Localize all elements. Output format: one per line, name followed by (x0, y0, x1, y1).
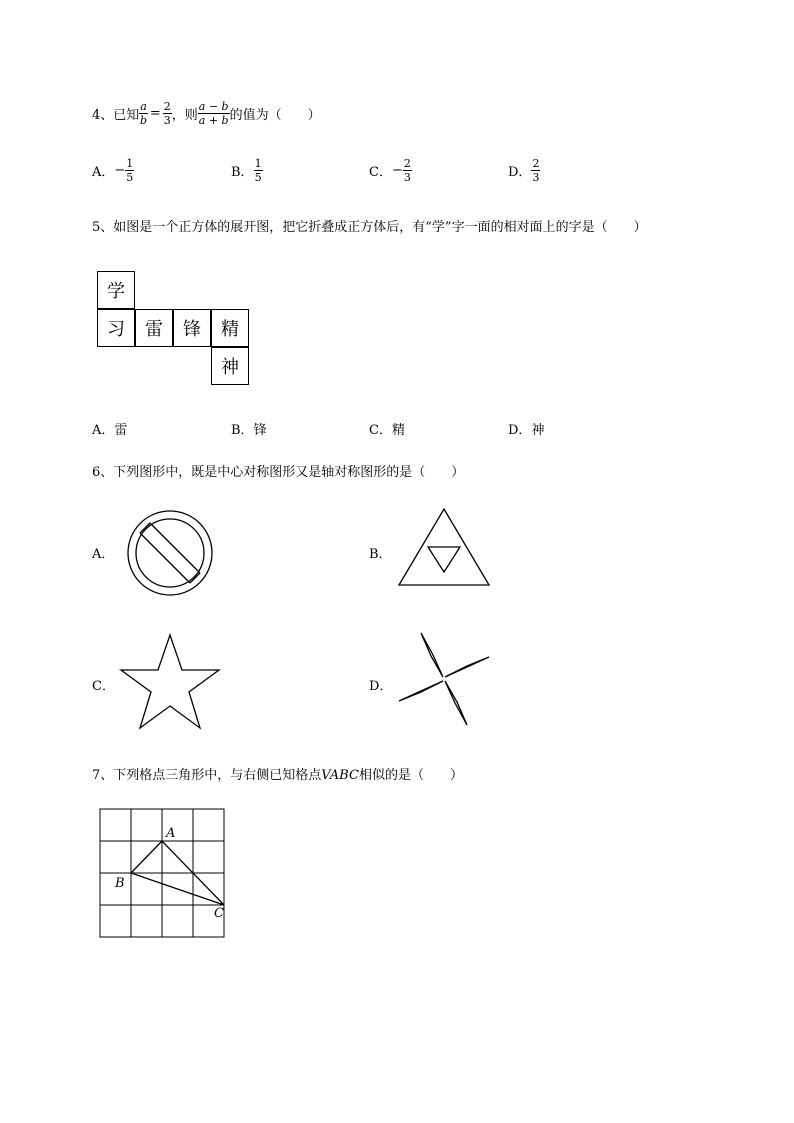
q4-suffix: 的值为（ ） (229, 108, 321, 123)
q4-option-a[interactable]: A．− $\frac{1}{5}$ (92, 157, 134, 184)
q4-stem (92, 101, 321, 126)
q4-option-b[interactable]: B． $\frac{1}{5}$ (231, 157, 262, 184)
star-figure[interactable] (120, 634, 220, 730)
q4-option-d[interactable]: D． $\frac{2}{3}$ (508, 157, 540, 184)
q6-option-d-label[interactable]: D． (369, 679, 393, 694)
point-label-c: C (214, 906, 224, 921)
q5-option-b[interactable]: B．锋 (231, 423, 267, 438)
q4-option-c[interactable]: C．− $\frac{2}{3}$ (369, 157, 411, 184)
q7-stem: 7、下列格点三角形中，与右侧已知格点VABC相似的是（ ） (92, 768, 463, 783)
q4-mid: ，则 (171, 108, 198, 123)
q4-equals: = (149, 106, 161, 121)
net-cell-row-3: 锋 (173, 309, 211, 347)
triangle-figure[interactable] (398, 508, 490, 586)
pinwheel-figure[interactable] (397, 632, 491, 726)
q4-condition-value: $\frac{2}{3}$ (163, 100, 171, 127)
q4-expression-fraction: $\frac{a - b}{a + b}$ (198, 100, 229, 127)
point-label-a: A (166, 826, 176, 841)
net-cell-row-4: 精 (211, 309, 249, 347)
q5-stem: 5、如图是一个正方体的展开图，把它折叠成正方体后，有“学”字一面的相对面上的字是（ ） (92, 220, 647, 235)
q6-option-b-label[interactable]: B． (369, 547, 392, 562)
q6-option-a-label[interactable]: A． (92, 547, 115, 562)
net-cell-row-2: 雷 (135, 309, 173, 347)
net-cell-row-1: 习 (97, 309, 135, 347)
q5-option-d[interactable]: D．神 (508, 423, 545, 438)
q5-option-c[interactable]: C．精 (369, 423, 405, 438)
net-cell-top: 学 (97, 271, 135, 309)
q6-stem: 6、下列图形中，既是中心对称图形又是轴对称图形的是（ ） (92, 465, 465, 480)
q4-condition-fraction: $\frac{a}{b}$ (140, 100, 148, 127)
q5-option-a[interactable]: A．雷 (92, 423, 128, 438)
q4-prefix: 4、已知 (92, 108, 140, 123)
net-cell-bottom: 神 (211, 347, 249, 385)
triangle-symbol: V (321, 768, 330, 783)
prohibition-sign-figure[interactable] (126, 509, 214, 597)
q6-option-c-label[interactable]: C． (92, 679, 115, 694)
point-label-b: B (115, 876, 125, 891)
